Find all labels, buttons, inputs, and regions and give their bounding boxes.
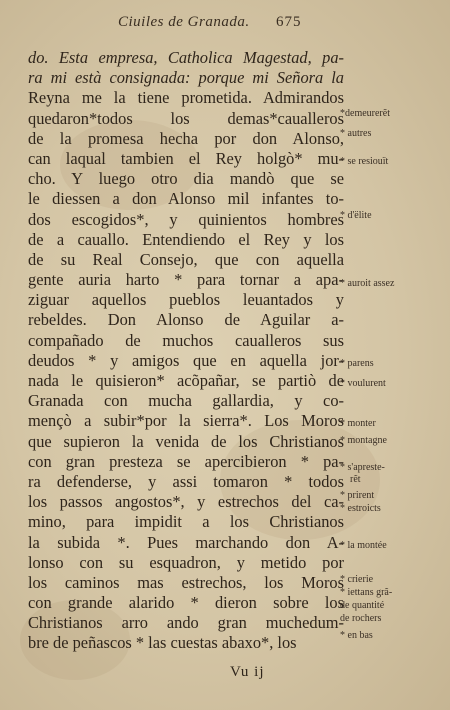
text-line: ziguar aquellos pueblos leuantados y bbox=[28, 290, 344, 310]
margin-note: * s'apreste- bbox=[340, 462, 385, 473]
text-line: los caminos mas estrechos, los Moros bbox=[28, 572, 344, 592]
margin-note: * montagne bbox=[340, 435, 387, 446]
text-line: dos escogidos*, y quinientos hombres bbox=[28, 209, 344, 229]
margin-note: * prirent bbox=[340, 490, 375, 501]
text-line: Granada con mucha gallardia, y co- bbox=[28, 391, 344, 411]
page-number: 675 bbox=[276, 14, 302, 30]
signature-mark: Vu ij bbox=[230, 664, 265, 680]
running-title: Ciuiles de Granada. bbox=[118, 14, 250, 30]
text-line: Reyna me la tiene prometida. Admirandos bbox=[28, 88, 344, 108]
text-line: bre de peñascos * las cuestas abaxo*, los bbox=[28, 633, 297, 653]
text-line: deudos * y amigos que en aquella jor- bbox=[28, 350, 344, 370]
text-line: nada le quisieron* acõpañar, se partiò de bbox=[28, 371, 344, 390]
margin-glosses bbox=[340, 0, 444, 710]
margin-note: de quantité bbox=[340, 600, 385, 611]
text-line: gente auria harto * para tornar a apa- bbox=[28, 270, 344, 290]
margin-note: * se resiouït bbox=[340, 156, 389, 167]
margin-note: * la montée bbox=[340, 540, 387, 551]
margin-note: * d'ëlite bbox=[340, 210, 372, 221]
text-line: ra defenderse, y assi tomaron * todos bbox=[28, 471, 344, 491]
text-line: mino, para impidit a los Christianos bbox=[28, 512, 344, 532]
text-line: Christianos arro ando gran muchedum- bbox=[28, 613, 344, 633]
margin-note: rẽt bbox=[350, 474, 361, 485]
text-line: do. Esta empresa, Catholica Magestad, pa- bbox=[28, 48, 344, 67]
text-line: can laqual tambien el Rey holgò* mu- bbox=[28, 148, 344, 168]
text-line: quedaron*todos los demas*caualleros bbox=[28, 108, 344, 128]
margin-note: * estroicts bbox=[340, 503, 381, 514]
text-line: los passos angostos*, y estrechos del ca- bbox=[28, 492, 344, 512]
text-line: cho. Y luego otro dia mandò que se bbox=[28, 169, 344, 189]
text-line: con grande alarido * dieron sobre los bbox=[28, 593, 344, 613]
text-line: de la promesa hecha por don Alonso, bbox=[28, 128, 344, 148]
text-line: de su Real Consejo, que con aquella bbox=[28, 249, 344, 269]
margin-note: *demeurerẽt bbox=[340, 108, 390, 119]
text-line: compañado de muchos caualleros sus bbox=[28, 330, 344, 350]
margin-note: * autres bbox=[340, 128, 372, 139]
text-line: rebeldes. Don Alonso de Aguilar a- bbox=[28, 310, 344, 330]
margin-note: * iettans grã- bbox=[340, 587, 393, 598]
text-line: ra mi està consignada: porque mi Señora la bbox=[28, 68, 344, 88]
margin-note: * en bas bbox=[340, 630, 373, 641]
text-line: lonso con su esquadron, y metido por bbox=[28, 552, 344, 572]
text-line: de a cauallo. Entendiendo el Rey y los bbox=[28, 229, 344, 249]
margin-note: * crierie bbox=[340, 574, 374, 585]
margin-note: de rochers bbox=[340, 613, 382, 624]
text-line: mençò a subir*por la sierra*. Los Moros bbox=[28, 411, 344, 431]
margin-note: * voulurent bbox=[340, 378, 386, 389]
margin-note: * monter bbox=[340, 418, 376, 429]
text-line: que supieron la venida de los Christianos bbox=[28, 431, 344, 451]
margin-note: * auroit assez bbox=[340, 278, 395, 289]
margin-note: * parens bbox=[340, 358, 374, 369]
text-line: con gran presteza se apercibieron * pa- bbox=[28, 451, 344, 471]
text-line: la subida *. Pues marchando don A- bbox=[28, 532, 344, 552]
text-line: le diessen a don Alonso mil infantes to- bbox=[28, 189, 344, 209]
main-text-block bbox=[28, 48, 344, 654]
